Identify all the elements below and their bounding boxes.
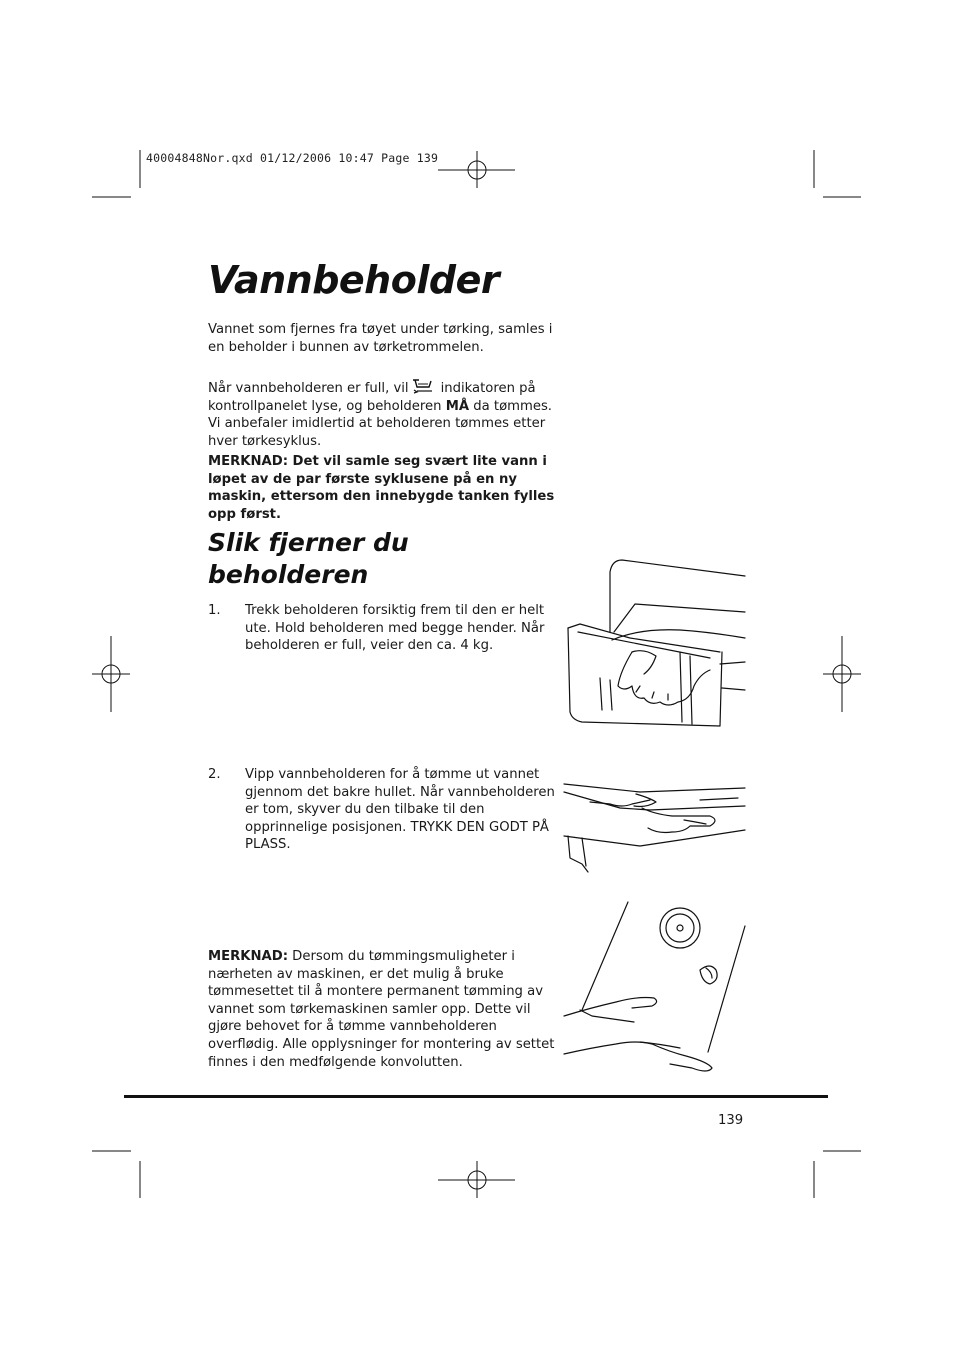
water-container-icon (411, 378, 435, 394)
step-1-number: 1. (208, 603, 221, 618)
intro-p2-middle: indikatoren på kontrollpanelet lyse, og beholderen (208, 381, 536, 414)
registration-mark-right (823, 636, 861, 712)
registration-mark-top (438, 151, 515, 188)
note-first-cycles: MERKNAD: Det vil samle seg svært lite vann i løpet av de par første syklusene på en ny maskin, ettersom den innebygde tanken fylles opp først. (208, 454, 555, 522)
step-2-text: Vipp vannbeholderen for å tømme ut vannet gjennom det bakre hullet. Når vannbeholderen er tom, skyver du den tilbake til den opprinnelige posisjonen. TRYKK DEN GODT PÅ PLASS. (245, 767, 555, 853)
note-drain-kit (208, 948, 556, 1071)
registration-mark-left (92, 636, 130, 712)
intro-paragraph-1: Vannet som fjernes fra tøyet under tørking, samles i en beholder i bunnen av tørketrommelen. (208, 322, 553, 355)
intro-paragraph-2 (208, 378, 556, 450)
illustration-carry-container (560, 898, 750, 1078)
intro-p2-end: da tømmes. Vi anbefaler imidlertid at beholderen tømmes etter hver tørkesyklus. (208, 398, 553, 449)
page-title: Vannbeholder (208, 258, 500, 302)
registration-mark-bottom (438, 1161, 515, 1198)
note-drain-kit-label: MERKNAD: (208, 949, 288, 964)
section-subtitle: Slik fjerner du beholderen (208, 528, 409, 589)
intro-p2-start: Når vannbeholderen er full, vil (208, 381, 409, 396)
step-1-text: Trekk beholderen forsiktig frem til den er helt ute. Hold beholderen med begge hender. Når beholderen er full, veier den ca. 4 kg. (245, 603, 545, 654)
illustration-pull-container (560, 552, 750, 732)
footer-rule (124, 1095, 828, 1098)
page-number: 139 (718, 1113, 744, 1128)
intro-p2-bold: MÅ (445, 398, 470, 414)
note-drain-kit-text: Dersom du tømmingsmuligheter i nærheten av maskinen, er det mulig å bruke tømmesettet til å montere permanent tømming av vannet som tørkemaskinen samler opp. Dette vil gjøre behovet for å tømme vannbeholderen overflødig. Alle opplysninger for montering av settet finnes i den medfølgende konvolutten. (208, 949, 555, 1070)
illustration-tip-container (560, 778, 750, 874)
print-slug: 40004848Nor.qxd 01/12/2006 10:47 Page 139 (146, 151, 439, 165)
step-2-number: 2. (208, 767, 221, 782)
